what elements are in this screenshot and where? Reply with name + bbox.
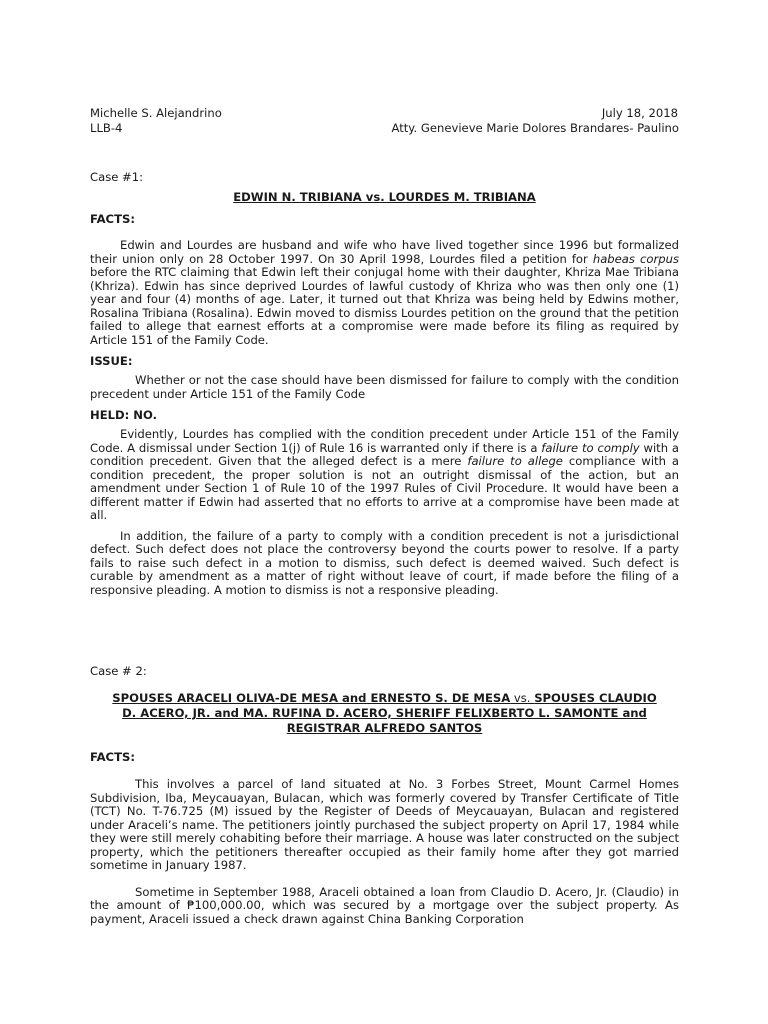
professor-name: Atty. Genevieve Marie Dolores Brandares- Paulino xyxy=(391,121,679,135)
case2-facts-paragraph-2: Sometime in September 1988, Araceli obtained a loan from Claudio D. Acero, Jr. (Claudio) in the amount of ₱100,000.00, which was secured by a mortgage over the subject property. As payment, Araceli issued a check drawn against China Banking Corporation xyxy=(90,884,679,926)
case1-facts-paragraph xyxy=(90,239,679,347)
case1-held-paragraph-2: In addition, the failure of a party to comply with a condition precedent is not a jurisdictional defect. Such defect does not place the controversy beyond the courts power to resolve. If a party fails to raise such defect in a motion to dismiss, such defect is deemed waived. Such defect is curable by amendment as a matter of right without leave of court, if made before the filing of a responsive pleading. A motion to dismiss is not a responsive pleading. xyxy=(90,528,679,597)
document-date: July 18, 2018 xyxy=(601,106,678,120)
case1-facts-heading: FACTS: xyxy=(90,212,135,226)
case1-facts-text-2: before the RTC claiming that Edwin left their conjugal home with their daughter, Khriza Mae Tribiana (Khriza). Edwin has since deprived Lourdes of lawful custody of Khriza who was then only one (1) year and four (4) months of age. Later, it turned out that Khriza was being held by Edwins mother, Rosalina Tribiana (Rosalina). Edwin moved to dismiss Lourdes petition on the ground that the petition failed to allege that earnest efforts at a compromise were made before its filing as required by Article 151 of the Family Code. xyxy=(90,265,679,347)
case1-held-italic-1: failure to comply xyxy=(541,440,640,455)
case1-held-text-3: compliance with a condition precedent, the proper solution is not an outright dismissal of the action, but an amendment under Section 1 of Rule 10 of the 1997 Rules of Civil Procedure. It would have been a different matter if Edwin had asserted that no efforts to arrive at a compromise have been made at all. xyxy=(90,454,679,522)
case1-held-heading: HELD: NO. xyxy=(90,408,158,422)
course-label: LLB-4 xyxy=(90,121,123,135)
case2-label: Case # 2: xyxy=(90,664,147,678)
author-name: Michelle S. Alejandrino xyxy=(90,106,222,120)
case1-facts-text-1: Edwin and Lourdes are husband and wife who have lived together since 1996 but formalized their union only on 28 October 1997. On 30 April 1998, Lourdes filed a petition for xyxy=(90,238,679,266)
case2-title-party-b: SPOUSES CLAUDIO D. ACERO, JR. and MA. RUFINA D. ACERO, SHERIFF FELIXBERTO L. SAMONTE and REGISTRAR ALFREDO SANTOS xyxy=(122,691,657,735)
case1-label: Case #1: xyxy=(90,170,144,184)
document-page xyxy=(90,106,679,926)
case1-held-text-1: Evidently, Lourdes has complied with the condition precedent under Article 151 of the Family Code. A dismissal under Section 1(j) of Rule 16 is warranted only if there is a xyxy=(90,427,679,455)
case2-facts-heading: FACTS: xyxy=(90,750,135,764)
case1-held-italic-2: failure to allege xyxy=(467,454,563,468)
case1-issue-heading: ISSUE: xyxy=(90,354,133,368)
case2-title-party-a: SPOUSES ARACELI OLIVA-DE MESA and ERNESTO S. DE MESA xyxy=(112,691,511,705)
case1-issue-paragraph: Whether or not the case should have been dismissed for failure to comply with the condition precedent under Article 151 of the Family Code xyxy=(90,373,679,401)
header-row-2 xyxy=(90,121,679,136)
case1-held-text-2: with a condition precedent. Given that the alleged defect is a mere xyxy=(90,440,679,468)
case1-title: EDWIN N. TRIBIANA vs. LOURDES M. TRIBIANA xyxy=(233,190,536,204)
case1-facts-italic-1: habeas corpus xyxy=(592,251,679,266)
case2-title xyxy=(90,691,679,736)
case2-facts-paragraph-1: This involves a parcel of land situated at No. 3 Forbes Street, Mount Carmel Homes Subdivision, Iba, Meycauayan, Bulacan, which was formerly covered by Transfer Certificate of Title (TCT) No. T-76.725 (M) issued by the Register of Deeds of Meycauayan, Bulacan and registered under Araceli’s name. The petitioners jointly purchased the subject property on April 17, 1984 while they were still merely cohabiting before their marriage. A house was later constructed on the subject property, which the petitioners thereafter occupied as their family home after they got married sometime in January 1987. xyxy=(90,777,679,872)
case2-title-vs: vs. xyxy=(510,691,535,705)
header-row-1 xyxy=(90,106,679,121)
case1-held-paragraph-1 xyxy=(90,428,679,523)
